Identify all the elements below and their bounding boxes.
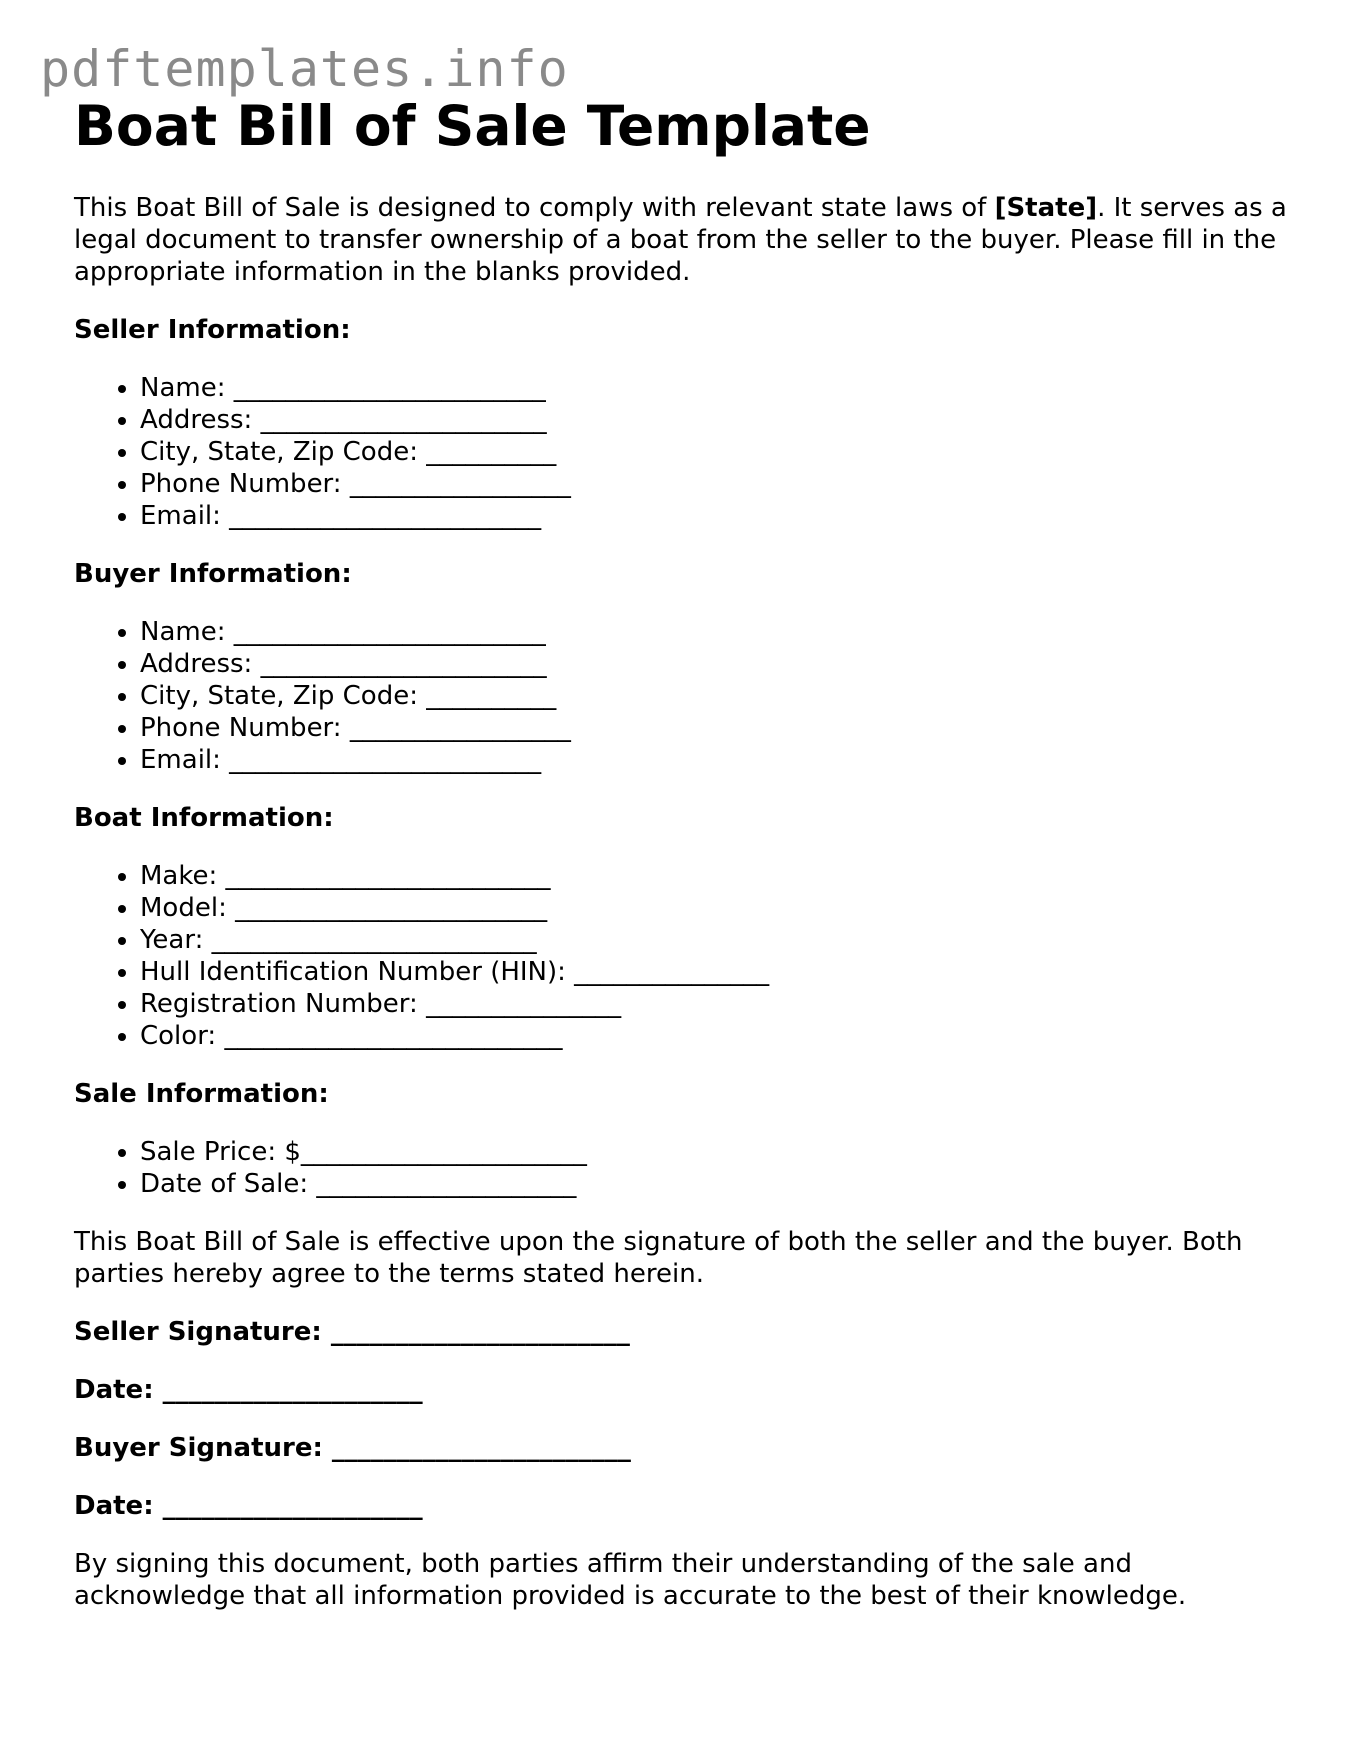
seller-city-state-zip-field[interactable]: • City, State, Zip Code: __________	[140, 436, 1294, 468]
intro-paragraph	[74, 192, 1294, 288]
state-placeholder: [State]	[994, 193, 1098, 223]
buyer-signature-field[interactable]: Buyer Signature: _______________________	[74, 1433, 631, 1463]
boat-color-field[interactable]: • Color: __________________________	[140, 1020, 1294, 1052]
intro-text-end: . It serves as a legal document to transfer ownership of a boat from the seller to the buyer. Please fill in the appropriate information in the blanks provided.	[74, 193, 1287, 287]
buyer-date-field[interactable]: Date: ____________________	[74, 1491, 423, 1521]
buyer-phone-field[interactable]: • Phone Number: _________________	[140, 712, 1294, 744]
buyer-information-list	[74, 616, 1294, 776]
document-body	[74, 192, 1294, 1612]
watermark-text: pdftemplates.info	[40, 40, 569, 98]
seller-phone-field[interactable]: • Phone Number: _________________	[140, 468, 1294, 500]
seller-email-field[interactable]: • Email: ________________________	[140, 500, 1294, 532]
buyer-information-heading: Buyer Information:	[74, 559, 352, 589]
seller-information-list	[74, 372, 1294, 532]
buyer-name-field[interactable]: • Name: ________________________	[140, 616, 1294, 648]
sale-price-field[interactable]: • Sale Price: $______________________	[140, 1136, 1294, 1168]
boat-hin-field[interactable]: • Hull Identification Number (HIN): _______________	[140, 956, 1294, 988]
intro-text-start: This Boat Bill of Sale is designed to comply with relevant state laws of	[74, 193, 995, 223]
buyer-email-field[interactable]: • Email: ________________________	[140, 744, 1294, 776]
buyer-city-state-zip-field[interactable]: • City, State, Zip Code: __________	[140, 680, 1294, 712]
boat-registration-field[interactable]: • Registration Number: _______________	[140, 988, 1294, 1020]
boat-make-field[interactable]: • Make: _________________________	[140, 860, 1294, 892]
boat-model-field[interactable]: • Model: ________________________	[140, 892, 1294, 924]
boat-information-list	[74, 860, 1294, 1052]
effective-paragraph: This Boat Bill of Sale is effective upon the signature of both the seller and the buyer. Both parties hereby agree to the terms stated herein.	[74, 1227, 1243, 1289]
sale-information-heading: Sale Information:	[74, 1079, 329, 1109]
seller-signature-field[interactable]: Seller Signature: _______________________	[74, 1317, 630, 1347]
sale-information-list	[74, 1136, 1294, 1200]
closing-paragraph: By signing this document, both parties affirm their understanding of the sale and acknowledge that all information provided is accurate to the best of their knowledge.	[74, 1549, 1187, 1611]
seller-name-field[interactable]: • Name: ________________________	[140, 372, 1294, 404]
seller-information-heading: Seller Information:	[74, 315, 351, 345]
seller-address-field[interactable]: • Address: ______________________	[140, 404, 1294, 436]
seller-date-field[interactable]: Date: ____________________	[74, 1375, 423, 1405]
boat-year-field[interactable]: • Year: _________________________	[140, 924, 1294, 956]
buyer-address-field[interactable]: • Address: ______________________	[140, 648, 1294, 680]
boat-information-heading: Boat Information:	[74, 803, 334, 833]
sale-date-field[interactable]: • Date of Sale: ____________________	[140, 1168, 1294, 1200]
page-title: Boat Bill of Sale Template	[74, 94, 871, 158]
